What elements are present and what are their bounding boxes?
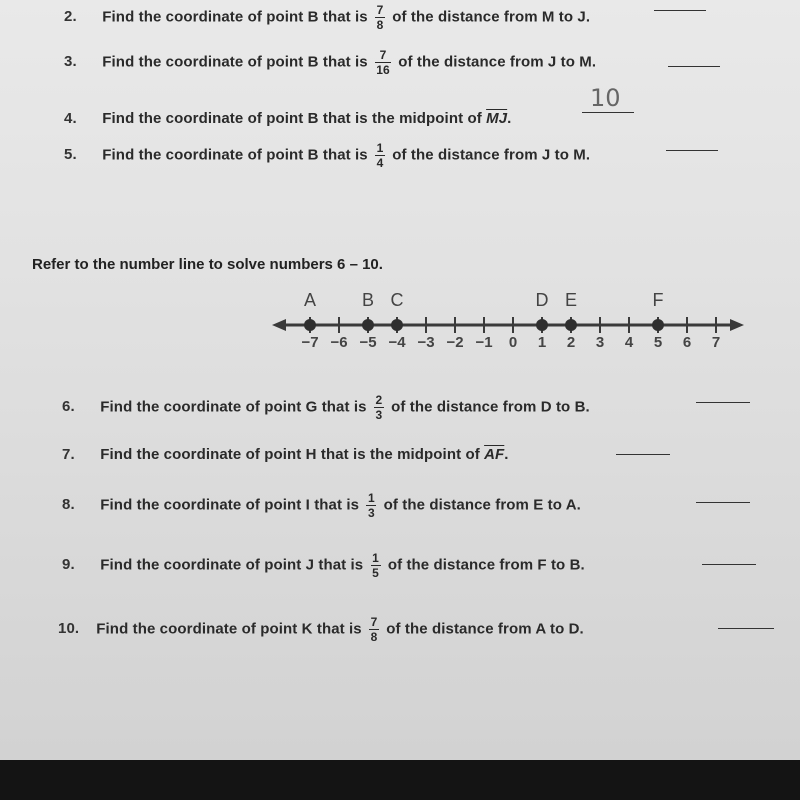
denominator: 3: [367, 506, 375, 520]
point-a: [304, 319, 316, 331]
point-label: F: [652, 290, 664, 310]
question-text-end: of the distance from E to A.: [383, 496, 581, 514]
tick-label: −5: [359, 334, 377, 351]
question-text-end: .: [504, 446, 509, 463]
question-6: [62, 394, 590, 421]
point-d: [536, 319, 548, 331]
tick-label: 4: [624, 334, 634, 351]
right-arrow-icon: [730, 319, 744, 331]
question-9: [62, 552, 585, 579]
question-text-end: of the distance from M to J.: [392, 8, 591, 26]
denominator: 8: [376, 18, 384, 32]
point-e: [565, 319, 577, 331]
denominator: 4: [376, 156, 384, 170]
fraction: [371, 552, 381, 579]
question-text-end: of the distance from F to B.: [387, 556, 585, 574]
question-7: [62, 446, 509, 463]
table-surface: [0, 760, 800, 800]
fraction: [369, 616, 379, 643]
point-label: B: [361, 290, 375, 310]
tick-label: −1: [475, 334, 493, 351]
question-text-end: of the distance from A to D.: [386, 620, 584, 638]
numerator: 7: [379, 48, 387, 62]
handwritten-answer-4: 10: [590, 84, 621, 112]
question-number: 5.: [64, 146, 77, 164]
question-number: 7.: [62, 446, 75, 463]
point-label: A: [303, 290, 317, 310]
numerator: 1: [372, 551, 379, 565]
tick-label: 6: [682, 334, 692, 351]
question-text-end: of the distance from J to M.: [392, 146, 591, 164]
numerator: 7: [376, 3, 384, 17]
point-label: E: [564, 290, 578, 310]
answer-blank-8[interactable]: [696, 502, 750, 503]
question-8: [62, 492, 581, 519]
question-text: Find the coordinate of point K that is: [96, 620, 362, 638]
segment-name: $\overline{MJ}$: [486, 110, 508, 127]
question-text: Find the coordinate of point J that is: [100, 556, 364, 574]
question-number: 3.: [64, 53, 77, 71]
numerator: 7: [370, 615, 378, 629]
tick-label: 0: [508, 334, 518, 351]
numerator: 1: [367, 491, 375, 505]
point-b: [362, 319, 374, 331]
segment-name: $\overline{AF}$: [484, 446, 505, 463]
tick-label: 2: [566, 334, 576, 351]
denominator: 16: [376, 63, 390, 77]
answer-blank-6[interactable]: [696, 402, 750, 403]
question-10: [58, 616, 584, 643]
point-c: [391, 319, 403, 331]
numerator: 2: [375, 393, 383, 407]
question-text-end: of the distance from J to M.: [398, 53, 597, 71]
tick-label: 7: [711, 334, 721, 351]
tick-label: 1: [537, 334, 547, 351]
fraction: [374, 394, 384, 421]
question-number: 8.: [62, 496, 75, 514]
tick-label: −3: [417, 334, 435, 351]
question-text: Find the coordinate of point B that is the midpoint of: [102, 110, 482, 127]
question-number: 4.: [64, 110, 77, 127]
denominator: 5: [372, 566, 379, 580]
question-text: Find the coordinate of point G that is: [100, 398, 367, 416]
tick-label: −2: [446, 334, 464, 351]
question-text: Find the coordinate of point B that is: [102, 146, 368, 164]
point-label: C: [390, 290, 404, 310]
answer-blank-7[interactable]: [616, 454, 670, 455]
left-arrow-icon: [272, 319, 286, 331]
question-number: 9.: [62, 556, 75, 574]
question-text: Find the coordinate of point B that is: [102, 8, 368, 26]
answer-blank-10[interactable]: [718, 628, 774, 629]
denominator: 3: [375, 408, 383, 422]
denominator: 8: [370, 630, 378, 644]
question-number: 6.: [62, 398, 75, 416]
question-text: Find the coordinate of point B that is: [102, 53, 368, 71]
question-number: 10.: [58, 620, 80, 638]
question-text: Find the coordinate of point I that is: [100, 496, 360, 514]
point-label: D: [535, 290, 549, 310]
tick-label: 5: [653, 334, 663, 351]
question-text-end: .: [507, 110, 512, 127]
point-f: [652, 319, 664, 331]
answer-blank-9[interactable]: [702, 564, 756, 565]
question-text: Find the coordinate of point H that is the midpoint of: [100, 446, 480, 463]
tick-label: −7: [301, 334, 319, 351]
tick-label: −4: [388, 334, 406, 351]
question-text-end: of the distance from D to B.: [391, 398, 590, 416]
question-number: 2.: [64, 8, 77, 26]
section-heading: Refer to the number line to solve numbers 6 – 10.: [32, 256, 383, 273]
fraction: [366, 492, 376, 519]
tick-label: 3: [595, 334, 605, 351]
tick-label: −6: [330, 334, 348, 351]
numerator: 1: [376, 141, 384, 155]
number-line: [0, 0, 800, 380]
